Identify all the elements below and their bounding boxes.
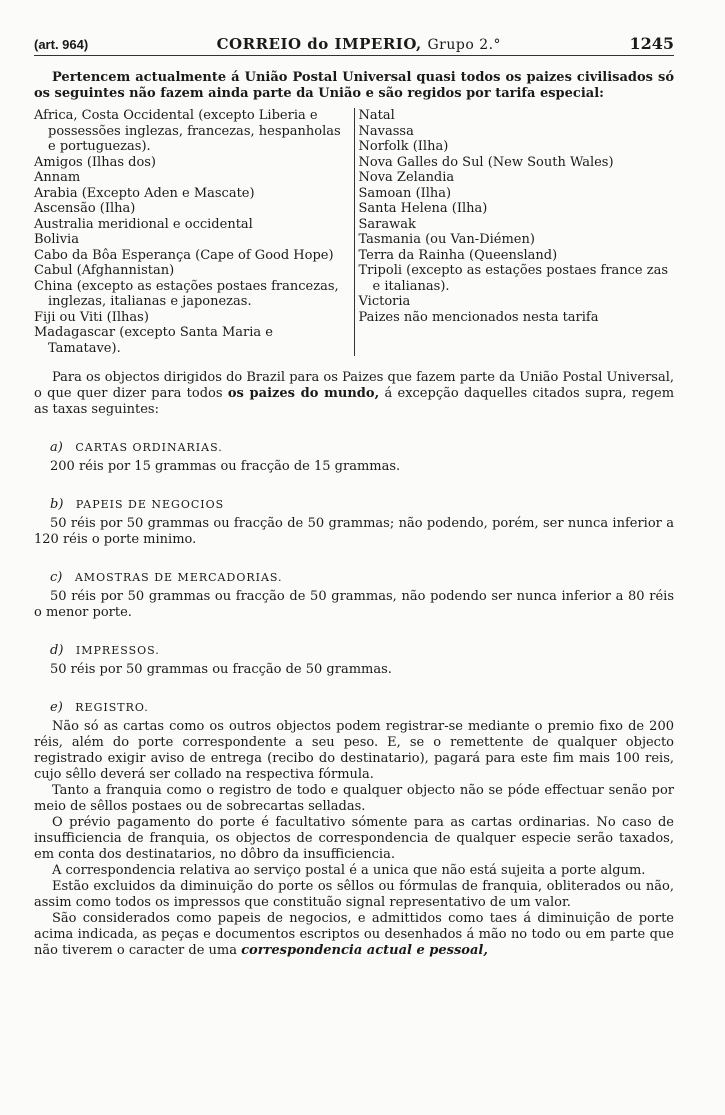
registro-paragraph: Não só as cartas como os outros objectos podem registrar-se mediante o premio fixo de 200 réis, além do porte correspondente a seu peso. E, se o remettente de qualquer objecto registrado exigir aviso de entrega (recibo do destinatario), pagará para este fim mais 100 reis, cujo sêllo deverá ser collado na respectiva fórmula. <box>34 719 674 782</box>
section-title: PAPEIS DE NEGOCIOS <box>75 498 225 511</box>
publication-title <box>217 35 501 53</box>
document-page <box>34 34 674 959</box>
country-list-left <box>34 108 355 356</box>
section-impressos <box>34 643 674 678</box>
list-item: Annam <box>34 170 81 185</box>
list-item: Sarawak <box>358 216 416 232</box>
section-heading <box>50 440 674 455</box>
list-item: Santa Helena (Ilha) <box>358 201 488 216</box>
list-item: Madagascar (excepto Santa Maria e Tamatave). <box>34 325 273 356</box>
list-item: Norfolk (Ilha) <box>358 139 449 154</box>
list-item: Nova Zelandia <box>358 170 455 185</box>
section-registro <box>34 700 674 959</box>
section-heading <box>50 700 674 715</box>
registro-paragraph: A correspondencia relativa ao serviço postal é a unica que não está sujeita a porte algum. <box>52 863 646 878</box>
list-item: China (excepto as estações postaes francezas, inglezas, italianas e japonezas. <box>34 278 339 309</box>
section-letter: c) <box>50 570 63 585</box>
list-item: Natal <box>358 108 395 123</box>
list-item: Victoria <box>358 294 411 309</box>
rates-intro-text: Para os objectos dirigidos do Brazil para os Paizes que fazem parte da União Postal Universal, o que quer dizer para todos <box>34 370 674 401</box>
page-number: 1245 <box>629 34 674 53</box>
intro-paragraph: Pertencem actualmente á União Postal Universal quasi todos os paizes civilisados só os seguintes não fazem ainda parte da União e são regidos por tarifa especial: <box>34 70 674 101</box>
list-item: Ascensão (Ilha) <box>34 201 136 216</box>
list-item: Tripoli (excepto as estações postaes france zas e italianas). <box>358 263 669 294</box>
section-letter: e) <box>50 700 63 715</box>
page-header <box>34 34 674 56</box>
section-title: REGISTRO. <box>75 701 149 714</box>
section-cartas <box>34 440 674 475</box>
list-item: Cabo da Bôa Esperança (Cape of Good Hope) <box>34 247 334 263</box>
rates-intro-paragraph <box>34 370 674 418</box>
section-title: IMPRESSOS. <box>75 644 160 657</box>
registro-paragraph <box>34 911 674 959</box>
registro-paragraph: Tanto a franquia como o registro de todo e qualquer objecto não se póde effectuar senão por meio de sêllos postaes ou de sobrecartas selladas. <box>34 783 674 814</box>
section-heading <box>50 643 674 658</box>
rates-intro-emphasis: os paizes do mundo, <box>227 386 380 401</box>
registro-paragraph: Estão excluidos da diminuição do porte os sêllos ou fórmulas de franquia, obliterados ou não, assim como todos os impressos que constituão signal representativo de um valor. <box>34 879 674 910</box>
list-item: Tasmania (ou Van-Diémen) <box>358 232 535 247</box>
section-letter: b) <box>50 497 64 512</box>
registro-text: São considerados como papeis de negocios, e admittidos como taes á diminuição de porte acima indicada, as peças e documentos escriptos ou desenhados á mão no todo ou em parte que não tiverem o caracter de uma <box>34 911 674 958</box>
list-item: Cabul (Afghannistan) <box>34 263 175 278</box>
section-title: CARTAS ORDINARIAS. <box>75 441 223 454</box>
section-papeis <box>34 497 674 548</box>
section-body: 50 réis por 50 grammas ou fracção de 50 grammas; não podendo, porém, ser nunca inferior a 120 réis o porte minimo. <box>34 516 674 547</box>
list-item: Navassa <box>358 123 414 139</box>
section-body: 50 réis por 50 grammas ou fracção de 50 grammas. <box>50 662 392 677</box>
list-item: Amigos (Ilhas dos) <box>34 154 157 170</box>
registro-emphasis: correspondencia actual e pessoal, <box>241 943 488 958</box>
list-item: Arabia (Excepto Aden e Mascate) <box>34 185 255 201</box>
list-item: Bolivia <box>34 232 79 247</box>
list-item: Terra da Rainha (Queensland) <box>358 247 558 263</box>
section-body: 50 réis por 50 grammas ou fracção de 50 grammas, não podendo ser nunca inferior a 80 réis o menor porte. <box>34 589 674 620</box>
section-letter: d) <box>50 643 64 658</box>
list-item: Samoan (Ilha) <box>358 185 452 201</box>
list-item: Fiji ou Viti (Ilhas) <box>34 309 149 325</box>
article-ref: (art. 964) <box>34 37 89 52</box>
country-table <box>34 108 674 356</box>
list-item: Paizes não mencionados nesta tarifa <box>358 309 599 325</box>
section-body: 200 réis por 15 grammas ou fracção de 15 grammas. <box>50 459 401 474</box>
rates-intro-tail: á excepção daquelles citados supra, regem as taxas seguintes: <box>34 386 675 417</box>
list-item: Nova Galles do Sul (New South Wales) <box>358 154 614 170</box>
publication-name: CORREIO do IMPERIO, <box>216 35 422 53</box>
country-list-right <box>355 108 675 356</box>
section-title: AMOSTRAS DE MERCADORIAS. <box>74 571 283 584</box>
section-amostras <box>34 570 674 621</box>
registro-paragraph: O prévio pagamento do porte é facultativo sómente para as cartas ordinarias. No caso de insufficiencia de franquia, os objectos de correspondencia de qualquer especie serão taxados, em conta dos destinatarios, no dôbro da insufficiencia. <box>34 815 674 862</box>
list-item: Africa, Costa Occidental (excepto Liberia e possessões inglezas, francezas, hespanholas e portuguezas). <box>34 108 341 154</box>
section-heading <box>50 570 674 585</box>
group-label: Grupo 2.° <box>427 37 502 53</box>
section-heading <box>50 497 674 512</box>
list-item: Australia meridional e occidental <box>34 216 253 232</box>
section-letter: a) <box>50 440 63 455</box>
